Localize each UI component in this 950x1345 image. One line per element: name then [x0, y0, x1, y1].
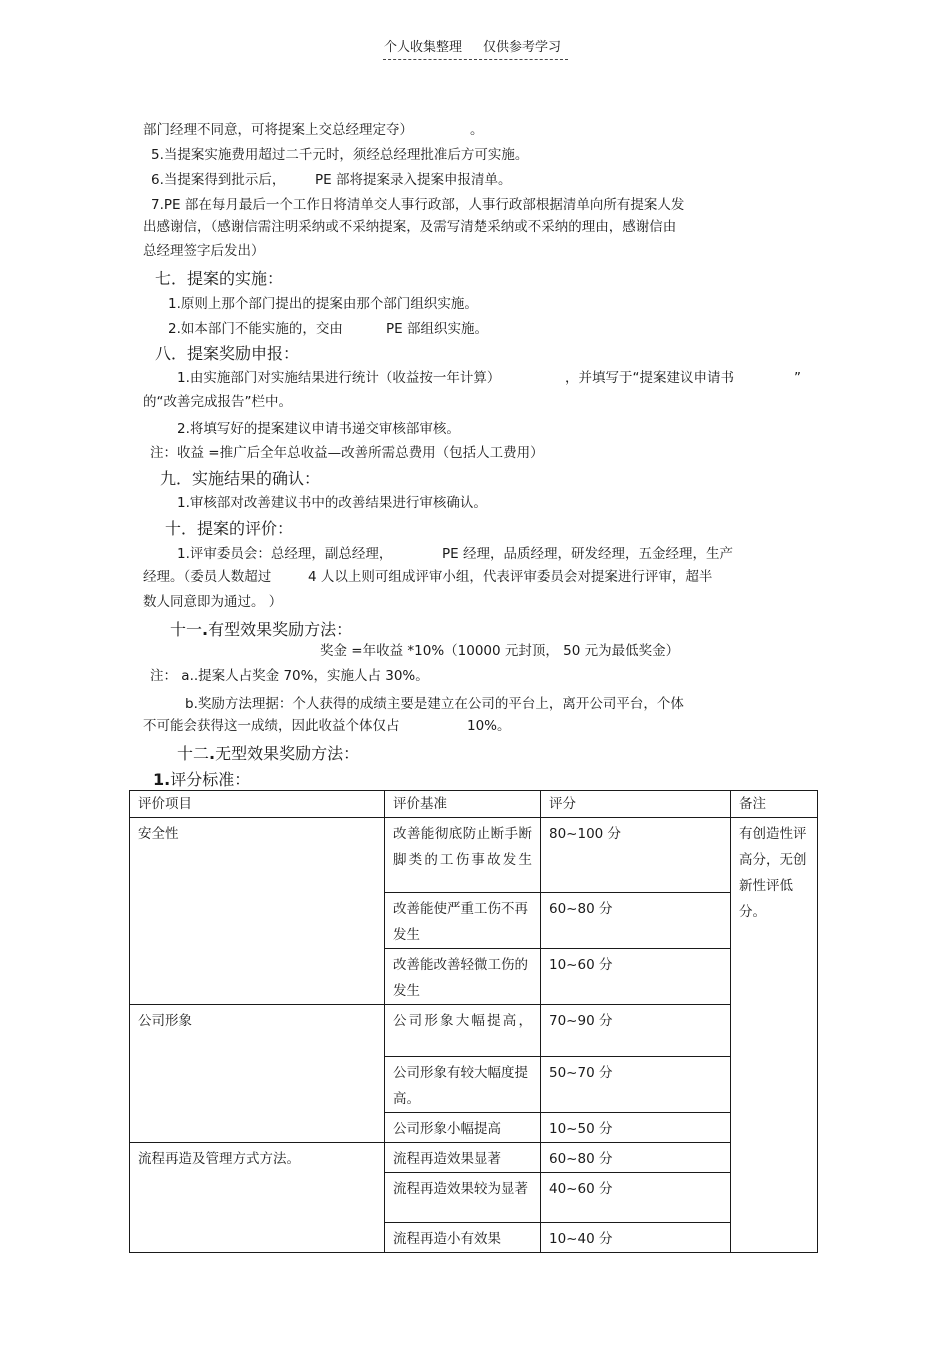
paragraph-line: 出感谢信，（感谢信需注明采纳或不采纳提案，及需写清楚采纳或不采纳的理由，感谢信由: [143, 219, 677, 235]
table-header-row: [130, 791, 818, 818]
paragraph-line: 数人同意即为通过。 ）: [143, 594, 283, 610]
paragraph-line: 经理。（委员人数超过: [143, 569, 272, 585]
table-score-cell: 70~90 分: [541, 1005, 731, 1057]
table-score-cell: 80~100 分: [541, 818, 731, 893]
paragraph-line: ”: [794, 370, 801, 386]
section-heading-11: 十一.有型效果奖励方法：: [170, 620, 353, 639]
paragraph-line: PE 经理，品质经理，研发经理，五金经理，生产: [442, 546, 733, 562]
paragraph-line: 总经理签字后发出）: [143, 243, 265, 259]
table-score-cell: 10~50 分: [541, 1113, 731, 1143]
paragraph-line: 2.将填写好的提案建议申请书递交审核部审核。: [177, 421, 460, 437]
paragraph-line: 。: [470, 122, 484, 138]
table-basis-cell: 流程再造小有效果: [385, 1223, 541, 1253]
subheading-scoring-criteria: 1.评分标准：: [153, 770, 251, 789]
note-line: 10%。: [467, 718, 511, 734]
table-score-cell: 10~40 分: [541, 1223, 731, 1253]
table-score-cell: 60~80 分: [541, 893, 731, 949]
table-item-cell: 公司形象: [130, 1005, 385, 1143]
table-header-cell: 评价项目: [130, 791, 385, 818]
section-heading-9: 九．实施结果的确认：: [160, 469, 321, 488]
note-line: b.奖励方法理据：个人获得的成绩主要是建立在公司的平台上，离开公司平台，个体: [185, 696, 684, 712]
table-score-cell: 60~80 分: [541, 1143, 731, 1173]
table-row: [130, 818, 818, 893]
paragraph-line: 1.评审委员会：总经理，副总经理，: [177, 546, 393, 562]
header-divider: [383, 59, 568, 60]
table-basis-cell: 流程再造效果显著: [385, 1143, 541, 1173]
table-header-cell: 评价基准: [385, 791, 541, 818]
table-remark-cell: 有创造性评高分，无创新性评低分。: [731, 818, 818, 1253]
section-heading-8: 八．提案奖励申报：: [155, 344, 300, 363]
note-line: 注： a..提案人占奖金 70%，实施人占 30%。: [150, 668, 429, 684]
scoring-table: [129, 790, 818, 1253]
table-score-cell: 50~70 分: [541, 1057, 731, 1113]
paragraph-line: 6.当提案得到批示后，: [151, 172, 286, 188]
paragraph-line: ，并填写于“提案建议申请书: [565, 370, 734, 386]
table-basis-cell: 改善能使严重工伤不再发生: [385, 893, 541, 949]
section-heading-12: 十二.无型效果奖励方法：: [177, 744, 360, 763]
section-heading-7: 七．提案的实施：: [155, 269, 284, 288]
table-score-cell: 40~60 分: [541, 1173, 731, 1223]
table-basis-cell: 公司形象小幅提高: [385, 1113, 541, 1143]
section-heading-10: 十．提案的评价：: [165, 519, 294, 538]
paragraph-line: 1.审核部对改善建议书中的改善结果进行审核确认。: [177, 495, 487, 511]
table-basis-cell: 公司形象有较大幅度提高。: [385, 1057, 541, 1113]
header-right-text: 仅供参考学习: [483, 40, 562, 55]
table-basis-cell: 流程再造效果较为显著: [385, 1173, 541, 1223]
note-line: 注：收益 =推广后全年总收益—改善所需总费用（包括人工费用）: [150, 445, 544, 461]
paragraph-line: 1.由实施部门对实施结果进行统计（收益按一年计算）: [177, 370, 501, 386]
table-basis-cell: 改善能彻底防止断手断脚类的工伤事故发生: [385, 818, 541, 893]
table-row: [130, 1005, 818, 1057]
table-basis-cell: 公司形象大幅提高，: [385, 1005, 541, 1057]
paragraph-line: 部门经理不同意，可将提案上交总经理定夺）: [143, 122, 413, 138]
table-basis-cell: 改善能改善轻微工伤的发生: [385, 949, 541, 1005]
paragraph-line: 7.PE 部在每月最后一个工作日将清单交人事行政部，人事行政部根据清单向所有提案人发: [151, 197, 685, 213]
table-item-cell: 安全性: [130, 818, 385, 1005]
paragraph-line: PE 部将提案录入提案申报清单。: [315, 172, 512, 188]
note-line: 不可能会获得这一成绩，因此收益个体仅占: [143, 718, 400, 734]
paragraph-line: 1.原则上那个部门提出的提案由那个部门组织实施。: [168, 296, 478, 312]
paragraph-line: 5.当提案实施费用超过二千元时，须经总经理批准后方可实施。: [151, 147, 529, 163]
paragraph-line: 4 人以上则可组成评审小组，代表评审委员会对提案进行评审，超半: [308, 569, 713, 585]
paragraph-line: 2.如本部门不能实施的，交由: [168, 321, 343, 337]
table-row: [130, 1143, 818, 1173]
table-item-cell: 流程再造及管理方式方法。: [130, 1143, 385, 1253]
table-header-cell: 备注: [731, 791, 818, 818]
table-score-cell: 10~60 分: [541, 949, 731, 1005]
table-header-cell: 评分: [541, 791, 731, 818]
paragraph-line: 的“改善完成报告”栏中。: [143, 394, 292, 410]
paragraph-line: PE 部组织实施。: [386, 321, 488, 337]
formula-line: 奖金 =年收益 *10%（10000 元封顶， 50 元为最低奖金）: [320, 643, 680, 659]
header-left-text: 个人收集整理: [384, 40, 463, 55]
